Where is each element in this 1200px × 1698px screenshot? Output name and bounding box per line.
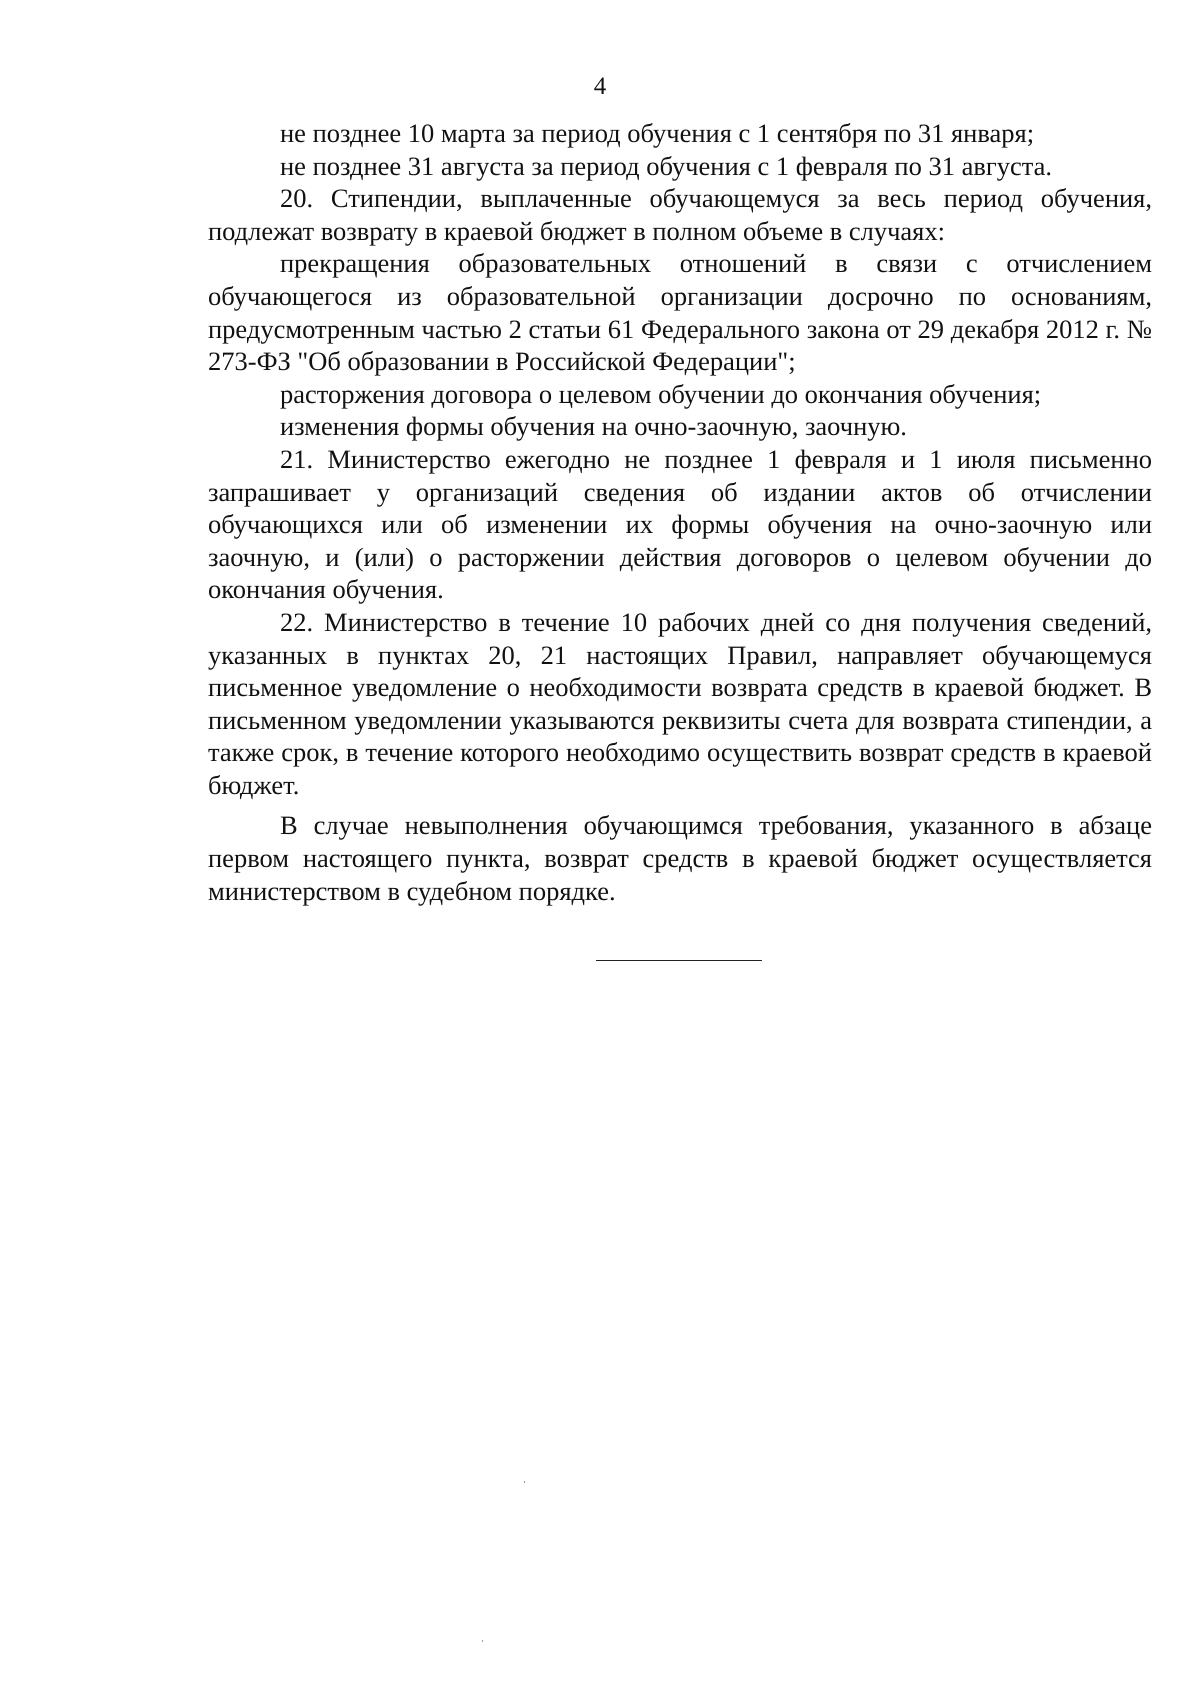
paragraph-deadline-august: не позднее 31 августа за период обучения с 1 февраля по 31 августа.: [280, 150, 1053, 181]
paragraph-clause-20: 20. Стипендии, выплаченные обучающемуся за весь период обучения, подлежат возврату в краевой бюджет в полном объеме в случаях:: [208, 183, 1152, 246]
scan-speck: [482, 1640, 483, 1642]
document-body: [208, 117, 1152, 907]
page-number: 4: [593, 73, 607, 100]
paragraph-clause-21: 21. Министерство ежегодно не позднее 1 февраля и 1 июля письменно запрашивает у организаций сведения об издании актов об отчислении обучающихся или об изменении их формы обучения на очно-заочную или заочную, и (или) о расторжении действия договоров о целевом обучении до окончания обучения.: [208, 443, 1152, 605]
paragraph-deadline-march: не позднее 10 марта за период обучения с 1 сентября по 31 января;: [280, 118, 1035, 148]
paragraph-termination-relations: прекращения образовательных отношений в связи с отчислением обучающегося из образовательной организации досрочно по основаниям, предусмотренным частью 2 статьи 61 Федерального закона от 29 декабря 2012 г. № 273-ФЗ "Об образовании в Российской Федерации";: [208, 248, 1152, 377]
end-of-text-rule: [596, 960, 762, 961]
paragraph-court-recovery: В случае невыполнения обучающимся требования, указанного в абзаце первом настоящего пункта, возврат средств в краевой бюджет осуществляется министерством в судебном порядке.: [208, 810, 1152, 906]
paragraph-contract-termination: расторжения договора о целевом обучении до окончания обучения;: [280, 378, 1042, 409]
paragraph-clause-22: 22. Министерство в течение 10 рабочих дней со дня получения сведений, указанных в пунктах 20, 21 настоящих Правил, направляет обучающемуся письменное уведомление о необходимости возврата средств в краевой бюджет. В письменном уведомлении указываются реквизиты счета для возврата стипендии, а также срок, в течение которого необходимо осуществить возврат средств в краевой бюджет.: [208, 606, 1152, 800]
paragraph-form-change: изменения формы обучения на очно-заочную, заочную.: [280, 411, 907, 442]
scan-speck: [524, 1481, 525, 1483]
